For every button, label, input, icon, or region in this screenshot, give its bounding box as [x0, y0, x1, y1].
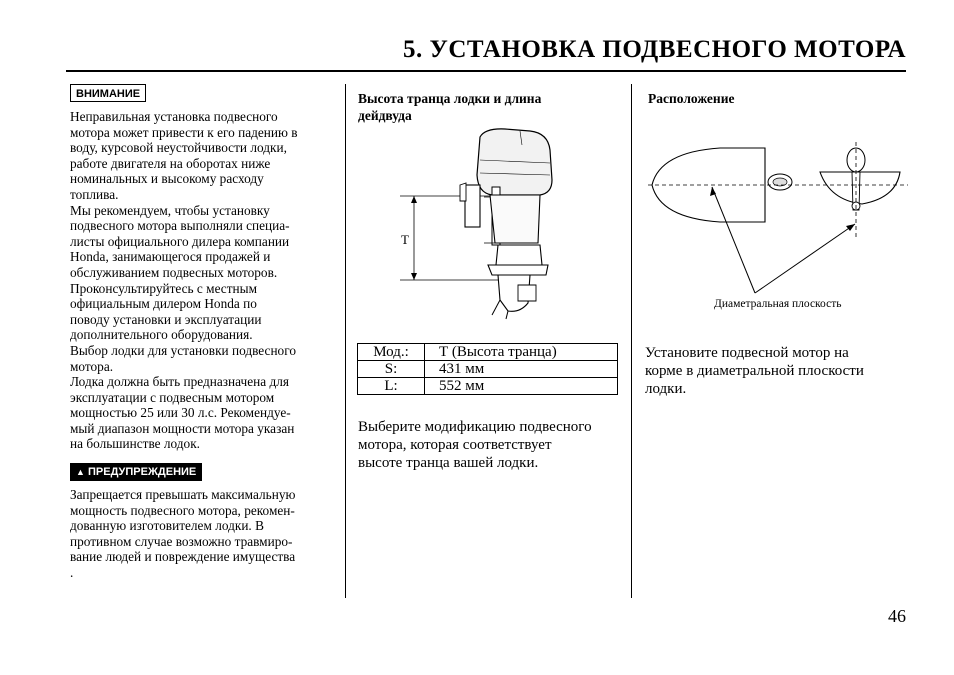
table-header-cell: Мод.: [358, 344, 425, 361]
table-row [358, 378, 618, 395]
transom-heading [358, 90, 618, 124]
spec-table [357, 343, 618, 395]
text-line: эксплуатации с подвесным мотором [70, 389, 275, 405]
warning-triangle-icon: ▲ [76, 467, 85, 477]
text-line: противном случае возможно травмиро- [70, 533, 293, 549]
text-line: мотора может привести к его падению в [70, 124, 298, 140]
text-line: работе двигателя на оборотах ниже [70, 155, 271, 171]
heading-line: Высота транца лодки и длина [358, 91, 542, 106]
diagram-caption: Диаметральная плоскость [714, 298, 842, 310]
text-line: . [70, 564, 74, 580]
text-line: дованную изготовителем лодки. В [70, 518, 264, 534]
table-cell: 431 мм [425, 361, 618, 378]
text-line: поводу установки и эксплуатации [70, 311, 262, 327]
text-line: Неправильная установка подвесного [70, 109, 278, 124]
text-line: мощность подвесного мотора, рекомен- [70, 502, 295, 518]
dimension-arrow-top [411, 196, 417, 203]
table-header-row [358, 344, 618, 361]
text-line: номинальных и высокому расходу [70, 171, 264, 187]
dimension-arrow-bottom [411, 273, 417, 280]
location-instruction [645, 344, 910, 398]
table-row [358, 361, 618, 378]
text-line: Выберите модификацию подвесного [358, 419, 592, 435]
table-cell: 552 мм [425, 378, 618, 395]
text-line: мощностью 25 или 30 л.с. Рекомендуе- [70, 405, 291, 421]
text-line: высоте транца вашей лодки. [358, 455, 539, 471]
transom-instruction [358, 418, 633, 472]
leader-line-stern [755, 224, 855, 293]
warning-badge [70, 463, 202, 481]
table-header-cell: Т (Высота транца) [425, 344, 618, 361]
dimension-label-t: T [401, 232, 409, 247]
title-rule [66, 70, 906, 72]
text-line: листы официального дилера компании [70, 233, 290, 249]
text-line: мотора, которая соответствует [358, 437, 552, 453]
text-line: мый диапазон мощности мотора указан [70, 420, 295, 436]
text-line: мотора. [70, 358, 114, 374]
warning-badge-label: ПРЕДУПРЕЖДЕНИЕ [87, 466, 197, 478]
text-line: подвесного мотора выполняли специа- [70, 218, 290, 234]
text-line: на большинстве лодок. [70, 436, 200, 452]
attention-badge: ВНИМАНИЕ [70, 84, 146, 102]
column-divider-right [631, 84, 632, 598]
text-line: Установите подвесной мотор на [645, 345, 849, 361]
text-line: вание людей и повреждение имущества [70, 549, 296, 565]
text-line: топлива. [70, 186, 119, 202]
text-line: Мы рекомендуем, чтобы установку [70, 202, 270, 218]
text-line: дополнительного оборудования. [70, 327, 253, 343]
text-line: Запрещается превышать максимальную [70, 487, 296, 502]
text-line: Лодка должна быть предназначена для [70, 374, 289, 390]
text-line: воду, курсовой неустойчивости лодки, [70, 140, 287, 156]
text-line: корме в диаметральной плоскости [645, 363, 864, 379]
outboard-motor-illustration [380, 125, 580, 325]
text-line: Выбор лодки для установки подвесного [70, 342, 296, 358]
text-line: Honda, занимающегося продажей и [70, 249, 271, 265]
table-cell: S: [358, 361, 425, 378]
page-number: 46 [888, 606, 906, 626]
page-title: 5. УСТАНОВКА ПОДВЕСНОГО МОТОРА [403, 36, 906, 63]
motor-midsection [490, 195, 540, 243]
heading-line: дейдвуда [358, 108, 412, 123]
transom-bracket [465, 185, 480, 227]
text-line: Проконсультируйтесь с местным [70, 280, 257, 296]
location-heading: Расположение [648, 91, 735, 106]
warning-text [70, 487, 350, 581]
centerline-diagram [640, 140, 915, 300]
text-line: обслуживанием подвесных моторов. [70, 264, 278, 280]
attention-text [70, 109, 350, 452]
table-cell: L: [358, 378, 425, 395]
motor-cover [477, 129, 552, 195]
text-line: официальным дилером Honda по [70, 296, 257, 312]
text-line: лодки. [645, 381, 687, 397]
anti-cavitation-plate [488, 265, 548, 275]
propeller [518, 285, 536, 301]
